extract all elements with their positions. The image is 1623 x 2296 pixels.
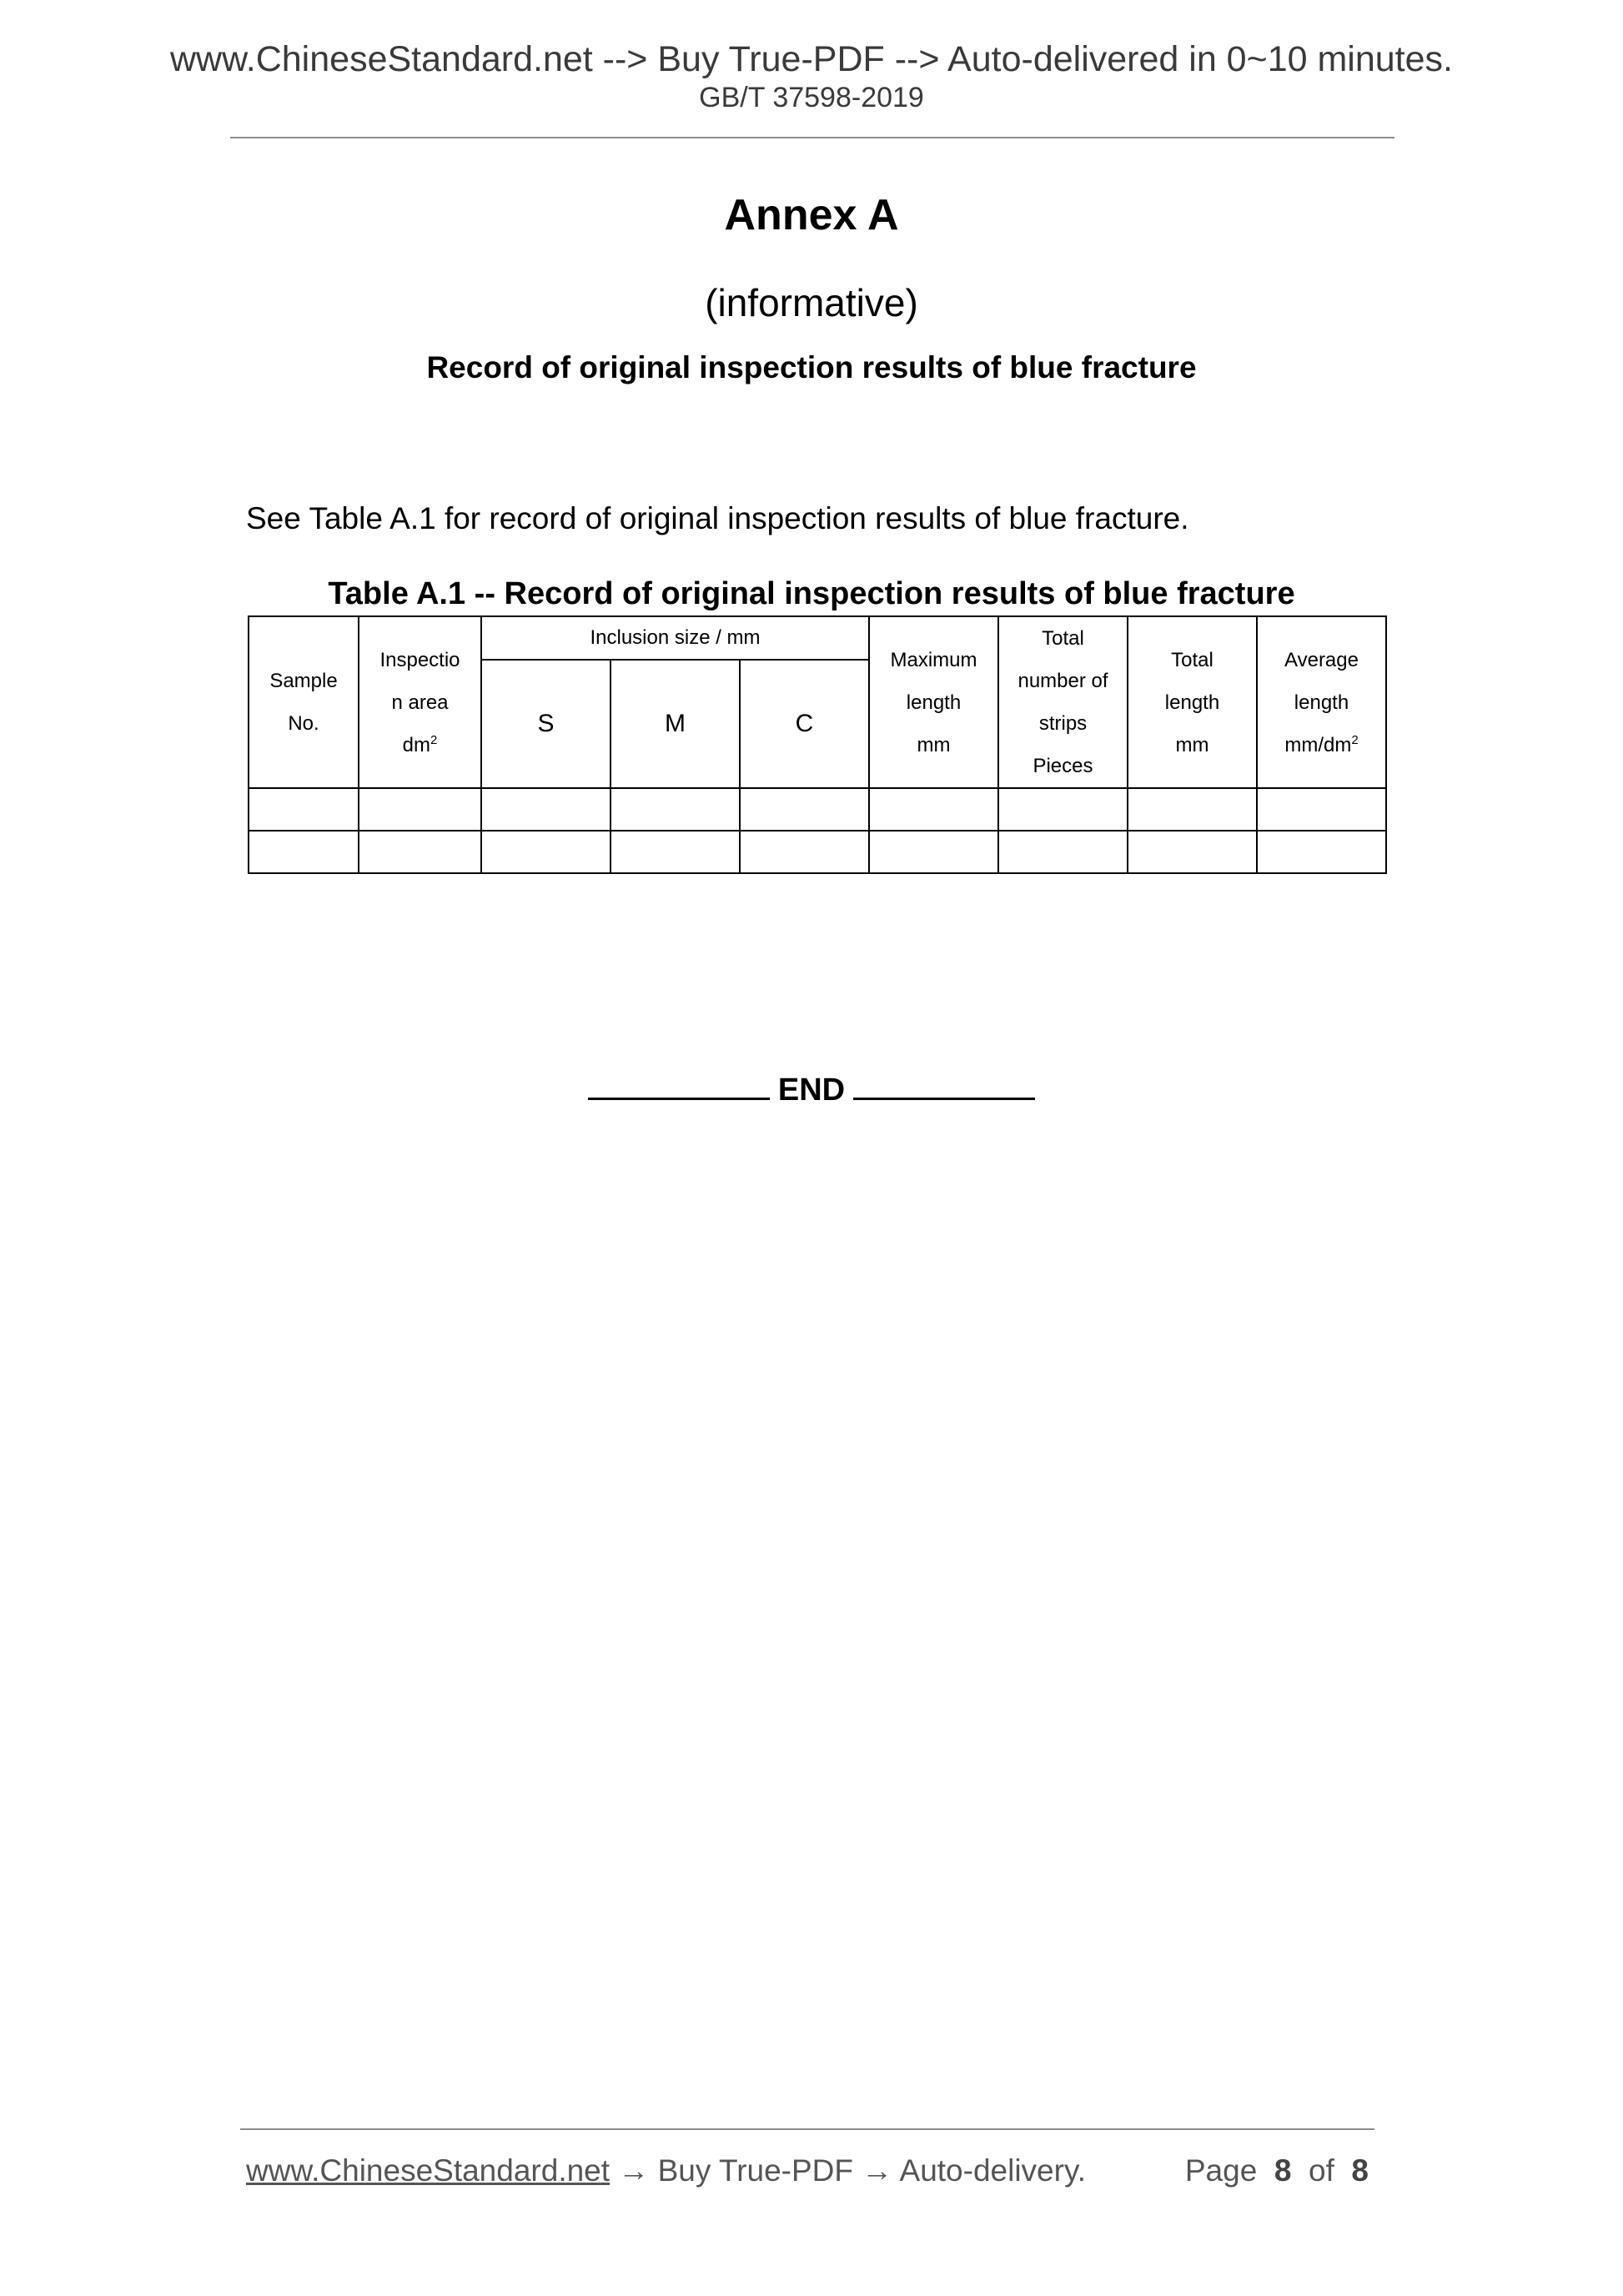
page-total: 8 bbox=[1351, 2153, 1369, 2188]
header-banner: www.ChineseStandard.net --> Buy True-PDF --> Auto-delivered in 0~10 minutes. bbox=[169, 39, 1453, 79]
header-average-length: Average length $mm/dm^2$ bbox=[1257, 616, 1386, 788]
header-divider bbox=[230, 137, 1394, 138]
table-cell bbox=[611, 831, 740, 873]
footer-site-link[interactable]: www.ChineseStandard.net bbox=[246, 2153, 611, 2188]
inspection-record-table bbox=[248, 615, 1387, 874]
table-cell bbox=[1257, 788, 1386, 831]
footer-tagline: → Buy True-PDF → Auto-delivery. bbox=[618, 2153, 1086, 2188]
table-cell bbox=[998, 788, 1128, 831]
annex-subtitle: Record of original inspection results of blue fracture bbox=[426, 350, 1197, 384]
annex-type: (informative) bbox=[705, 281, 918, 324]
table-cell bbox=[998, 831, 1128, 873]
table-cell bbox=[481, 788, 611, 831]
table-cell bbox=[611, 788, 740, 831]
end-rule-left bbox=[588, 1096, 770, 1100]
table-cell bbox=[249, 831, 359, 873]
table-cell bbox=[249, 788, 359, 831]
standard-number: GB/T 37598-2019 bbox=[699, 82, 924, 113]
header-inclusion-size: Inclusion size / mm bbox=[481, 616, 869, 660]
intro-paragraph: See Table A.1 for record of original inspection results of blue fracture. bbox=[246, 501, 1189, 535]
table-cell bbox=[359, 788, 481, 831]
end-rule-right bbox=[853, 1096, 1035, 1100]
table-cell bbox=[740, 831, 869, 873]
header-total-length: Total length mm bbox=[1128, 616, 1257, 788]
table-cell bbox=[1128, 788, 1257, 831]
annex-title: Annex A bbox=[724, 191, 899, 239]
header-maximum-length: Maximum length mm bbox=[869, 616, 998, 788]
header-inclusion-c: C bbox=[740, 660, 869, 788]
header-sample-no: Sample No. bbox=[249, 616, 359, 788]
header-inclusion-m: M bbox=[611, 660, 740, 788]
end-marker: END bbox=[0, 1074, 1623, 1106]
header-inclusion-s: S bbox=[481, 660, 611, 788]
page-current: 8 bbox=[1274, 2153, 1292, 2188]
table-row bbox=[249, 788, 1386, 831]
table-cell bbox=[359, 831, 481, 873]
table-cell bbox=[1257, 831, 1386, 873]
table-cell bbox=[740, 788, 869, 831]
table-cell bbox=[869, 831, 998, 873]
table-cell bbox=[869, 788, 998, 831]
page-indicator: Page 8 of 8 bbox=[1184, 2153, 1369, 2188]
table-title: Table A.1 -- Record of original inspection results of blue fracture bbox=[328, 576, 1295, 611]
footer-divider bbox=[240, 2128, 1374, 2130]
header-total-strips: Total number of strips Pieces bbox=[998, 616, 1128, 788]
header-inspection-area: Inspectio n area $dm^2$ bbox=[359, 616, 481, 788]
footer-left bbox=[246, 2155, 1086, 2186]
table-cell bbox=[1128, 831, 1257, 873]
table-cell bbox=[481, 831, 611, 873]
table-row bbox=[249, 831, 1386, 873]
